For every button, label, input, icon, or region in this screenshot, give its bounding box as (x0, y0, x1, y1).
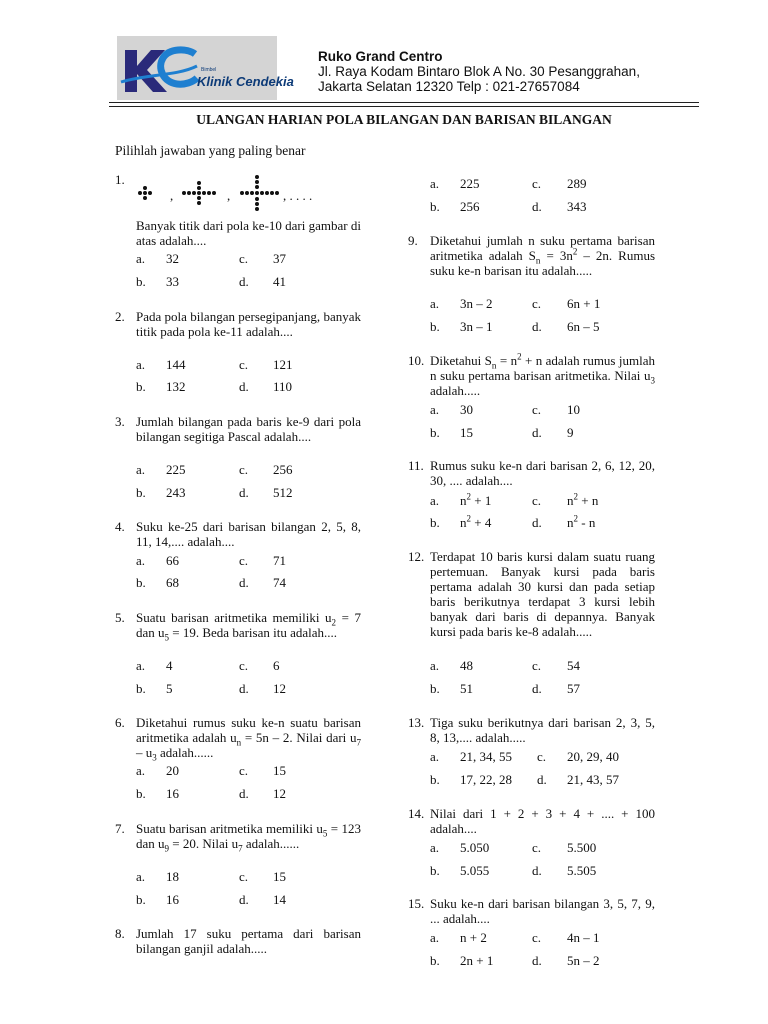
option-letter: c. (532, 402, 542, 417)
option-letter: c. (532, 493, 542, 508)
question-7 (115, 821, 363, 911)
question-text: Suatu barisan aritmetika memiliki $u_5 = 123$ dan $u_9 = 20$. Nilai $u_7$ adalah...... (136, 821, 362, 854)
option-letter: d. (537, 772, 547, 787)
question-number: 11. (408, 458, 424, 473)
question-number: 7. (115, 821, 125, 836)
option-letter: b. (430, 863, 440, 878)
option-a[interactable]: 66 (166, 553, 179, 568)
option-letter: b. (430, 425, 440, 440)
option-letter: d. (532, 425, 542, 440)
question-1 (115, 172, 363, 292)
logo-name: Klinik Cendekia (197, 74, 294, 89)
option-letter: d. (532, 319, 542, 334)
question-15 (408, 896, 656, 976)
option-letter: b. (430, 772, 440, 787)
option-d[interactable]: 110 (273, 379, 293, 394)
figure-separator: , (227, 188, 231, 203)
question-11 (408, 458, 656, 538)
question-6 (115, 715, 363, 805)
option-d[interactable]: 21, 43, 57 (567, 772, 619, 787)
question-8-options (408, 176, 656, 216)
option-letter: a. (136, 251, 146, 266)
question-2 (115, 309, 363, 399)
option-b[interactable]: 132 (166, 379, 186, 394)
option-a[interactable]: 5.050 (460, 840, 490, 855)
option-c[interactable]: 5.500 (567, 840, 597, 855)
option-letter: a. (430, 930, 440, 945)
option-c[interactable]: $n^2 + n$ (567, 491, 599, 508)
address-block (318, 49, 640, 94)
question-number: 8. (115, 926, 125, 941)
figure-separator: , (170, 188, 174, 203)
option-a[interactable]: 4 (166, 658, 173, 673)
option-a[interactable]: 48 (460, 658, 473, 673)
option-letter: a. (430, 658, 440, 673)
question-text: Suku ke-n dari barisan bilangan 3, 5, 7, 9, ... adalah.... (430, 896, 655, 926)
question-4 (115, 519, 363, 594)
option-letter: c. (532, 658, 542, 673)
option-letter: c. (239, 658, 249, 673)
option-letter: b. (430, 199, 440, 214)
option-letter: a. (136, 763, 146, 778)
option-letter: d. (532, 515, 542, 530)
option-a[interactable]: 144 (166, 357, 186, 372)
question-text: Jumlah bilangan pada baris ke-9 dari pola bilangan segitiga Pascal adalah.... (136, 414, 361, 444)
option-letter: c. (537, 749, 547, 764)
option-b[interactable]: 3n – 1 (460, 319, 493, 334)
option-b[interactable]: 256 (460, 199, 480, 214)
option-c[interactable]: 54 (567, 658, 580, 673)
option-letter: a. (136, 553, 146, 568)
option-a[interactable]: 225 (166, 462, 186, 477)
option-letter: d. (239, 379, 249, 394)
option-a[interactable]: 18 (166, 869, 179, 884)
option-a[interactable]: 225 (460, 176, 480, 191)
option-c[interactable]: 10 (567, 402, 580, 417)
option-d[interactable]: 12 (273, 786, 286, 801)
address-line-1: Ruko Grand Centro (318, 49, 443, 64)
header-divider-thin (109, 106, 699, 107)
option-letter: c. (239, 763, 249, 778)
option-c[interactable]: 15 (273, 869, 286, 884)
question-text: Diketahui jumlah n suku pertama barisan aritmetika adalah $S_n = 3n^2 - 2n$. Rumus suku ke-n barisan itu adalah..... (430, 233, 656, 278)
option-letter: b. (430, 681, 440, 696)
option-c[interactable]: 6n + 1 (567, 296, 601, 311)
option-c[interactable]: 15 (273, 763, 286, 778)
logo-tagline: Bimbel (201, 67, 217, 73)
option-a[interactable]: 32 (166, 251, 179, 266)
option-letter: b. (136, 892, 146, 907)
option-a[interactable]: n + 2 (460, 930, 487, 945)
option-letter: b. (430, 319, 440, 334)
option-c[interactable]: 37 (273, 251, 286, 266)
option-letter: d. (532, 953, 542, 968)
question-text: Tiga suku berikutnya dari barisan 2, 3, 5, 8, 13,.... adalah..... (430, 715, 655, 745)
option-b[interactable]: 16 (166, 892, 179, 907)
option-b[interactable]: 15 (460, 425, 473, 440)
option-letter: b. (136, 575, 146, 590)
option-letter: d. (532, 681, 542, 696)
option-c[interactable]: 289 (567, 176, 587, 191)
option-a[interactable]: $n^2 + 1$ (460, 491, 492, 508)
option-c[interactable]: 20, 29, 40 (567, 749, 619, 764)
option-letter: a. (430, 296, 440, 311)
option-letter: b. (430, 515, 440, 530)
question-number: 9. (408, 233, 418, 248)
question-3 (115, 414, 363, 504)
option-letter: a. (430, 176, 440, 191)
option-c[interactable]: 4n – 1 (567, 930, 600, 945)
option-letter: c. (532, 840, 542, 855)
question-12 (408, 549, 656, 699)
question-number: 13. (408, 715, 425, 730)
option-letter: c. (239, 869, 249, 884)
option-d[interactable]: 57 (567, 681, 580, 696)
option-c[interactable]: 71 (273, 553, 286, 568)
option-c[interactable]: 256 (273, 462, 293, 477)
question-number: 4. (115, 519, 125, 534)
option-letter: c. (239, 357, 249, 372)
option-letter: c. (239, 251, 249, 266)
option-d[interactable]: 41 (273, 274, 286, 289)
question-text: Jumlah 17 suku pertama dari barisan bilangan ganjil adalah..... (136, 926, 361, 956)
question-text: Suku ke-25 dari barisan bilangan 2, 5, 8, 11, 14,.... adalah.... (136, 519, 361, 549)
option-a[interactable]: 30 (460, 402, 473, 417)
option-b[interactable]: 33 (166, 274, 179, 289)
option-letter: d. (239, 274, 249, 289)
option-c[interactable]: 6 (273, 658, 280, 673)
page-title: ULANGAN HARIAN POLA BILANGAN DAN BARISAN BILANGAN (196, 112, 612, 127)
question-text: Diketahui rumus suku ke-n suatu barisan aritmetika adalah $u_n = 5n - 2$. Nilai dari $u_7 - u_3$ adalah...... (136, 715, 362, 763)
option-letter: b. (136, 379, 146, 394)
option-b[interactable]: $n^2 + 4$ (460, 513, 492, 530)
option-a[interactable]: 3n – 2 (460, 296, 493, 311)
option-d[interactable]: 9 (567, 425, 574, 440)
question-number: 1. (115, 172, 125, 187)
option-letter: d. (239, 681, 249, 696)
option-letter: a. (136, 869, 146, 884)
option-letter: c. (532, 930, 542, 945)
option-letter: d. (532, 199, 542, 214)
option-letter: a. (430, 493, 440, 508)
header-divider-thick (109, 102, 699, 103)
option-letter: d. (239, 485, 249, 500)
option-b[interactable]: 243 (166, 485, 186, 500)
question-number: 15. (408, 896, 425, 911)
option-b[interactable]: 51 (460, 681, 473, 696)
question-number: 5. (115, 610, 125, 625)
option-b[interactable]: 16 (166, 786, 179, 801)
option-letter: a. (430, 749, 440, 764)
logo (117, 36, 294, 100)
question-number: 14. (408, 806, 425, 821)
option-b[interactable]: 17, 22, 28 (460, 772, 512, 787)
question-text: Terdapat 10 baris kursi dalam suatu ruang pertemuan. Banyak kursi pada baris pertama adalah 30 kursi dan pada setiap baris berikutnya terdapat 3 kursi lebih banyak dari baris di depannya. Banyak kursi pada baris ke-8 adalah..... (430, 549, 655, 639)
address-line-3: Jakarta Selatan 12320 Telp : 021-27657084 (318, 79, 580, 94)
option-d[interactable]: 14 (273, 892, 286, 907)
option-letter: c. (239, 462, 249, 477)
question-number: 10. (408, 353, 425, 368)
question-10 (408, 353, 656, 448)
option-d[interactable]: 6n – 5 (567, 319, 600, 334)
option-d[interactable]: 512 (273, 485, 293, 500)
option-d[interactable]: 5n – 2 (567, 953, 600, 968)
option-letter: a. (136, 357, 146, 372)
question-14 (408, 806, 656, 886)
option-letter: b. (136, 274, 146, 289)
option-c[interactable]: 121 (273, 357, 293, 372)
question-13 (408, 715, 656, 795)
option-letter: c. (239, 553, 249, 568)
option-b[interactable]: 68 (166, 575, 179, 590)
option-letter: c. (532, 176, 542, 191)
option-b[interactable]: 5 (166, 681, 173, 696)
option-d[interactable]: $n^2$ - n (567, 513, 596, 530)
option-d[interactable]: 12 (273, 681, 286, 696)
option-letter: d. (239, 575, 249, 590)
option-b[interactable]: 5.055 (460, 863, 490, 878)
option-letter: c. (532, 296, 542, 311)
option-letter: a. (430, 402, 440, 417)
option-letter: a. (430, 840, 440, 855)
option-letter: a. (136, 462, 146, 477)
option-d[interactable]: 343 (567, 199, 587, 214)
question-text: Suatu barisan aritmetika memiliki $u_2 = 7$ dan $u_5 = 19$. Beda barisan itu adalah.... (136, 610, 361, 643)
question-number: 2. (115, 309, 125, 324)
address-line-2: Jl. Raya Kodam Bintaro Blok A No. 30 Pesanggrahan, (318, 64, 640, 79)
question-text: Banyak titik dari pola ke-10 dari gambar di atas adalah.... (136, 218, 361, 248)
option-a[interactable]: 20 (166, 763, 179, 778)
question-number: 6. (115, 715, 125, 730)
option-letter: b. (136, 681, 146, 696)
option-d[interactable]: 5.505 (567, 863, 597, 878)
question-text: Diketahui $S_n = n^2 + n$ adalah rumus jumlah n suku pertama barisan aritmetika. Nilai $u_3$ adalah..... (430, 351, 656, 398)
question-number: 3. (115, 414, 125, 429)
option-letter: a. (136, 658, 146, 673)
kc-logo-icon (117, 36, 277, 100)
figure-separator: , . . . . (283, 188, 313, 203)
option-letter: b. (136, 485, 146, 500)
option-a[interactable]: 21, 34, 55 (460, 749, 512, 764)
option-letter: d. (239, 786, 249, 801)
question-text: Nilai dari 1 + 2 + 3 + 4 + .... + 100 adalah.... (430, 806, 655, 836)
question-5 (115, 610, 363, 700)
question-text: Rumus suku ke-n dari barisan 2, 6, 12, 20, 30, .... adalah.... (430, 458, 655, 488)
option-d[interactable]: 74 (273, 575, 286, 590)
question-number: 12. (408, 549, 425, 564)
question-text: Pada pola bilangan persegipanjang, banyak titik pada pola ke-11 adalah.... (136, 309, 361, 339)
option-b[interactable]: 2n + 1 (460, 953, 494, 968)
question-9 (408, 233, 656, 343)
question-8 (115, 926, 363, 966)
option-letter: b. (136, 786, 146, 801)
option-letter: d. (239, 892, 249, 907)
instruction: Pilihlah jawaban yang paling benar (115, 143, 306, 158)
option-letter: d. (532, 863, 542, 878)
option-letter: b. (430, 953, 440, 968)
